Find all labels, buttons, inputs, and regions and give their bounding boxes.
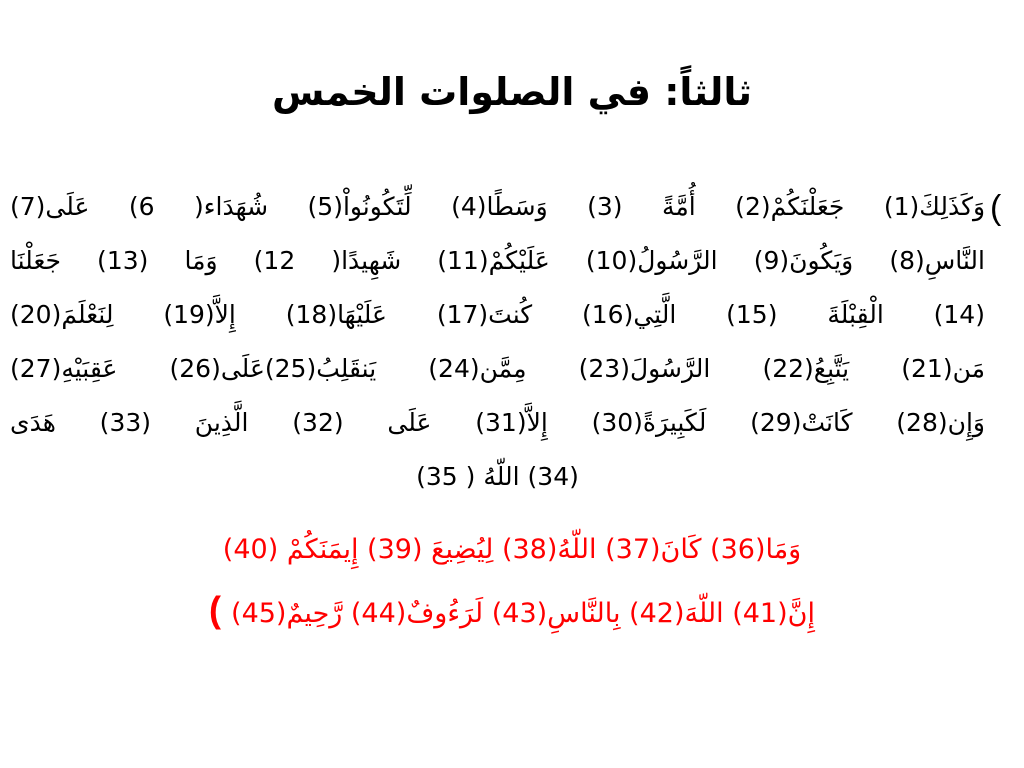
verse-line-1: وَكَذَلِكَ(1) جَعَلْنَكُمْ(2) أُمَّةً (3) وَسَطًا(4) لِّتَكُونُواْ(5) شُهَدَاء( 6) عَلَى(7) [10, 192, 986, 221]
verse-text-block [10, 180, 985, 504]
verse-line-5: وَإِن(28) كَانَتْ(29) لَكَبِيرَةً(30) إِلاَّ(31) عَلَى (32) الَّذِينَ (33) هَدَى [10, 408, 985, 437]
highlighted-line-2-text: إِنَّ(41) اللّهَ(42) بِالنَّاسِ(43) لَرَءُوفٌ(44) رَّحِيمٌ(45) [231, 598, 815, 629]
verse-line-4: مَن(21) يَتَّبِعُ(22) الرَّسُولَ(23) مِمَّن(24) يَنقَلِبُ(25)عَلَى(26) عَقِبَيْهِ(27) [10, 354, 985, 383]
verse-line-3: (14) الْقِبْلَةَ (15) الَّتِي(16) كُنتَ(17) عَلَيْهَا(18) إِلاَّ(19) لِنَعْلَمَ(20) [10, 300, 985, 329]
highlighted-line-2 [150, 580, 874, 644]
closing-parenthesis: ) [209, 589, 222, 630]
highlighted-line-1: وَمَا(36) كَانَ(37) اللّهُ(38) لِيُضِيعَ (39) إِيمَنَكُمْ (40) [222, 534, 802, 565]
verse-line-6: (34) اللّهُ ( 35) [416, 462, 579, 491]
verse-line-2: النَّاسِ(8) وَيَكُونَ(9) الرَّسُولُ(10) عَلَيْكُمْ(11) شَهِيدًا( 12) وَمَا (13) جَعَلْنَا [10, 246, 985, 275]
slide-title: ثالثاً: في الصلوات الخمس [272, 70, 752, 114]
highlighted-verse-block [150, 520, 874, 644]
opening-parenthesis: ( [990, 189, 1002, 227]
